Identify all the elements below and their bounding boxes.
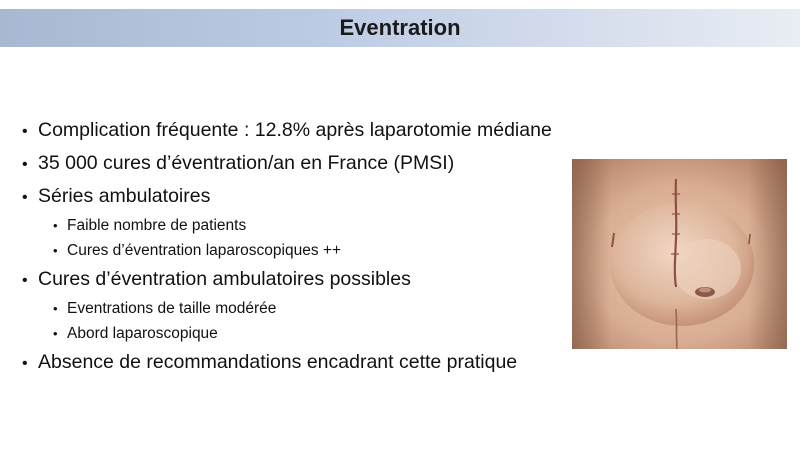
bullet-dot-icon: •: [22, 123, 28, 140]
sub-bullet-text: Faible nombre de patients: [67, 217, 247, 234]
bullet-text: Cures d’éventration ambulatoires possibles: [38, 268, 411, 290]
bullet-item: [22, 346, 582, 379]
bullet-list: [22, 114, 582, 379]
sub-bullet-item: [53, 238, 582, 263]
bullet-text: Séries ambulatoires: [38, 185, 211, 207]
bullet-item: [22, 263, 582, 296]
title-bar: [0, 9, 800, 47]
bullet-item: [22, 147, 582, 180]
sub-bullet-text: Eventrations de taille modérée: [67, 300, 277, 317]
side-shading: [572, 159, 787, 349]
abdomen-illustration: [572, 159, 787, 349]
sub-bullet-text: Cures d’éventration laparoscopiques ++: [67, 242, 342, 259]
bullet-dot-icon: •: [22, 156, 28, 173]
bullet-text: Absence de recommandations encadrant cette pratique: [38, 351, 518, 373]
bullet-dot-icon: •: [53, 326, 58, 341]
bullet-dot-icon: •: [22, 355, 28, 372]
bullet-dot-icon: •: [53, 301, 58, 316]
bullet-dot-icon: •: [22, 189, 28, 206]
bullet-text: Complication fréquente : 12.8% après laparotomie médiane: [38, 119, 552, 141]
umbilicus-highlight: [699, 288, 711, 293]
sub-bullet-item: [53, 213, 582, 238]
bullet-item: [22, 114, 582, 147]
slide-title: Eventration: [339, 15, 461, 40]
sub-bullet-text: Abord laparoscopique: [67, 325, 218, 342]
sub-bullet-item: [53, 321, 582, 346]
lower-scar: [676, 309, 677, 349]
abdomen-hernia-photo: [572, 159, 787, 349]
bullet-text: 35 000 cures d’éventration/an en France (PMSI): [38, 152, 455, 174]
bullet-dot-icon: •: [22, 272, 28, 289]
bullet-dot-icon: •: [53, 218, 58, 233]
sub-bullet-item: [53, 296, 582, 321]
bullet-dot-icon: •: [53, 243, 58, 258]
bullet-item: [22, 180, 582, 213]
trocar-scar-right: [749, 234, 750, 244]
